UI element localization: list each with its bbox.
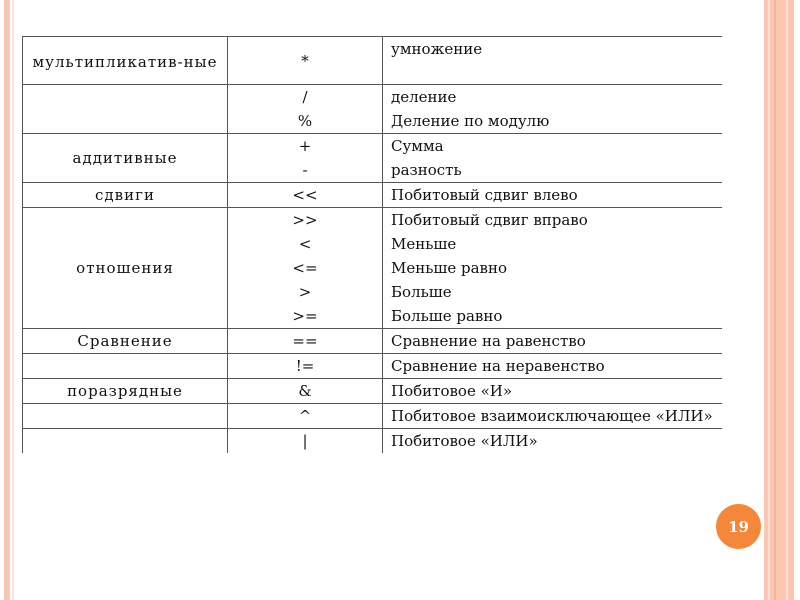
category-cell bbox=[23, 85, 228, 134]
description: умножение bbox=[391, 40, 483, 58]
operator: >= bbox=[292, 307, 318, 325]
category-cell: отношения bbox=[23, 208, 228, 329]
right-decor-band bbox=[764, 0, 794, 600]
table-row bbox=[23, 85, 723, 134]
description: Сравнение на неравенство bbox=[391, 357, 605, 375]
category-cell bbox=[23, 354, 228, 379]
operator-cell bbox=[228, 354, 383, 379]
operator: % bbox=[297, 112, 313, 130]
description: Побитовое взаимоисключающее «ИЛИ» bbox=[391, 407, 713, 425]
description: Меньше равно bbox=[391, 259, 508, 277]
operator: & bbox=[298, 382, 312, 400]
description: Побитовый сдвиг вправо bbox=[391, 211, 588, 229]
description: разность bbox=[391, 161, 462, 179]
category-cell: сдвиги bbox=[23, 183, 228, 208]
description: Больше bbox=[391, 283, 452, 301]
left-decor-stripe-thin bbox=[12, 0, 14, 600]
description: Меньше bbox=[391, 235, 457, 253]
table-row bbox=[23, 134, 723, 183]
category-cell: Сравнение bbox=[23, 329, 228, 354]
description-cell bbox=[383, 379, 723, 404]
description: Сумма bbox=[391, 137, 444, 155]
operator: <= bbox=[292, 259, 318, 277]
table-row bbox=[23, 354, 723, 379]
category-cell bbox=[23, 404, 228, 429]
category-cell: мультипликатив-ные bbox=[23, 37, 228, 85]
slide-number-badge: 19 bbox=[716, 504, 761, 549]
operator-cell bbox=[228, 379, 383, 404]
description-cell bbox=[383, 183, 723, 208]
table-row bbox=[23, 379, 723, 404]
table-row bbox=[23, 429, 723, 454]
table-row bbox=[23, 208, 723, 329]
table-row bbox=[23, 37, 723, 85]
operator-cell bbox=[228, 37, 383, 85]
description-cell bbox=[383, 85, 723, 134]
operator-cell bbox=[228, 85, 383, 134]
table-row bbox=[23, 329, 723, 354]
category-cell: поразрядные bbox=[23, 379, 228, 404]
operator: > bbox=[298, 283, 312, 301]
operator-cell bbox=[228, 429, 383, 454]
description-cell bbox=[383, 329, 723, 354]
operator: / bbox=[302, 88, 308, 106]
operator: != bbox=[295, 357, 315, 375]
operator: ^ bbox=[298, 407, 312, 425]
description: Деление по модулю bbox=[391, 112, 550, 130]
operator-cell bbox=[228, 134, 383, 183]
category-cell bbox=[23, 429, 228, 454]
description: Побитовое «И» bbox=[391, 382, 513, 400]
operator: < bbox=[298, 235, 312, 253]
operator: + bbox=[298, 137, 312, 155]
operator-cell bbox=[228, 404, 383, 429]
description-cell bbox=[383, 404, 723, 429]
description: Больше равно bbox=[391, 307, 503, 325]
description: Побитовый сдвиг влево bbox=[391, 186, 578, 204]
operator: | bbox=[302, 432, 308, 450]
operator: << bbox=[292, 186, 318, 204]
operator: - bbox=[302, 161, 308, 179]
operator: * bbox=[301, 51, 309, 70]
description-cell bbox=[383, 37, 723, 85]
description-cell bbox=[383, 354, 723, 379]
operators-table bbox=[22, 36, 722, 453]
operator-cell bbox=[228, 329, 383, 354]
description: деление bbox=[391, 88, 457, 106]
left-decor-stripe bbox=[4, 0, 10, 600]
category-cell: аддитивные bbox=[23, 134, 228, 183]
operator: >> bbox=[292, 211, 318, 229]
operator-cell bbox=[228, 208, 383, 329]
operator-cell bbox=[228, 183, 383, 208]
table-row bbox=[23, 183, 723, 208]
description-cell bbox=[383, 429, 723, 454]
description: Побитовое «ИЛИ» bbox=[391, 432, 538, 450]
description-cell bbox=[383, 134, 723, 183]
table-row bbox=[23, 404, 723, 429]
description: Сравнение на равенство bbox=[391, 332, 586, 350]
description-cell bbox=[383, 208, 723, 329]
operator: == bbox=[292, 332, 318, 350]
